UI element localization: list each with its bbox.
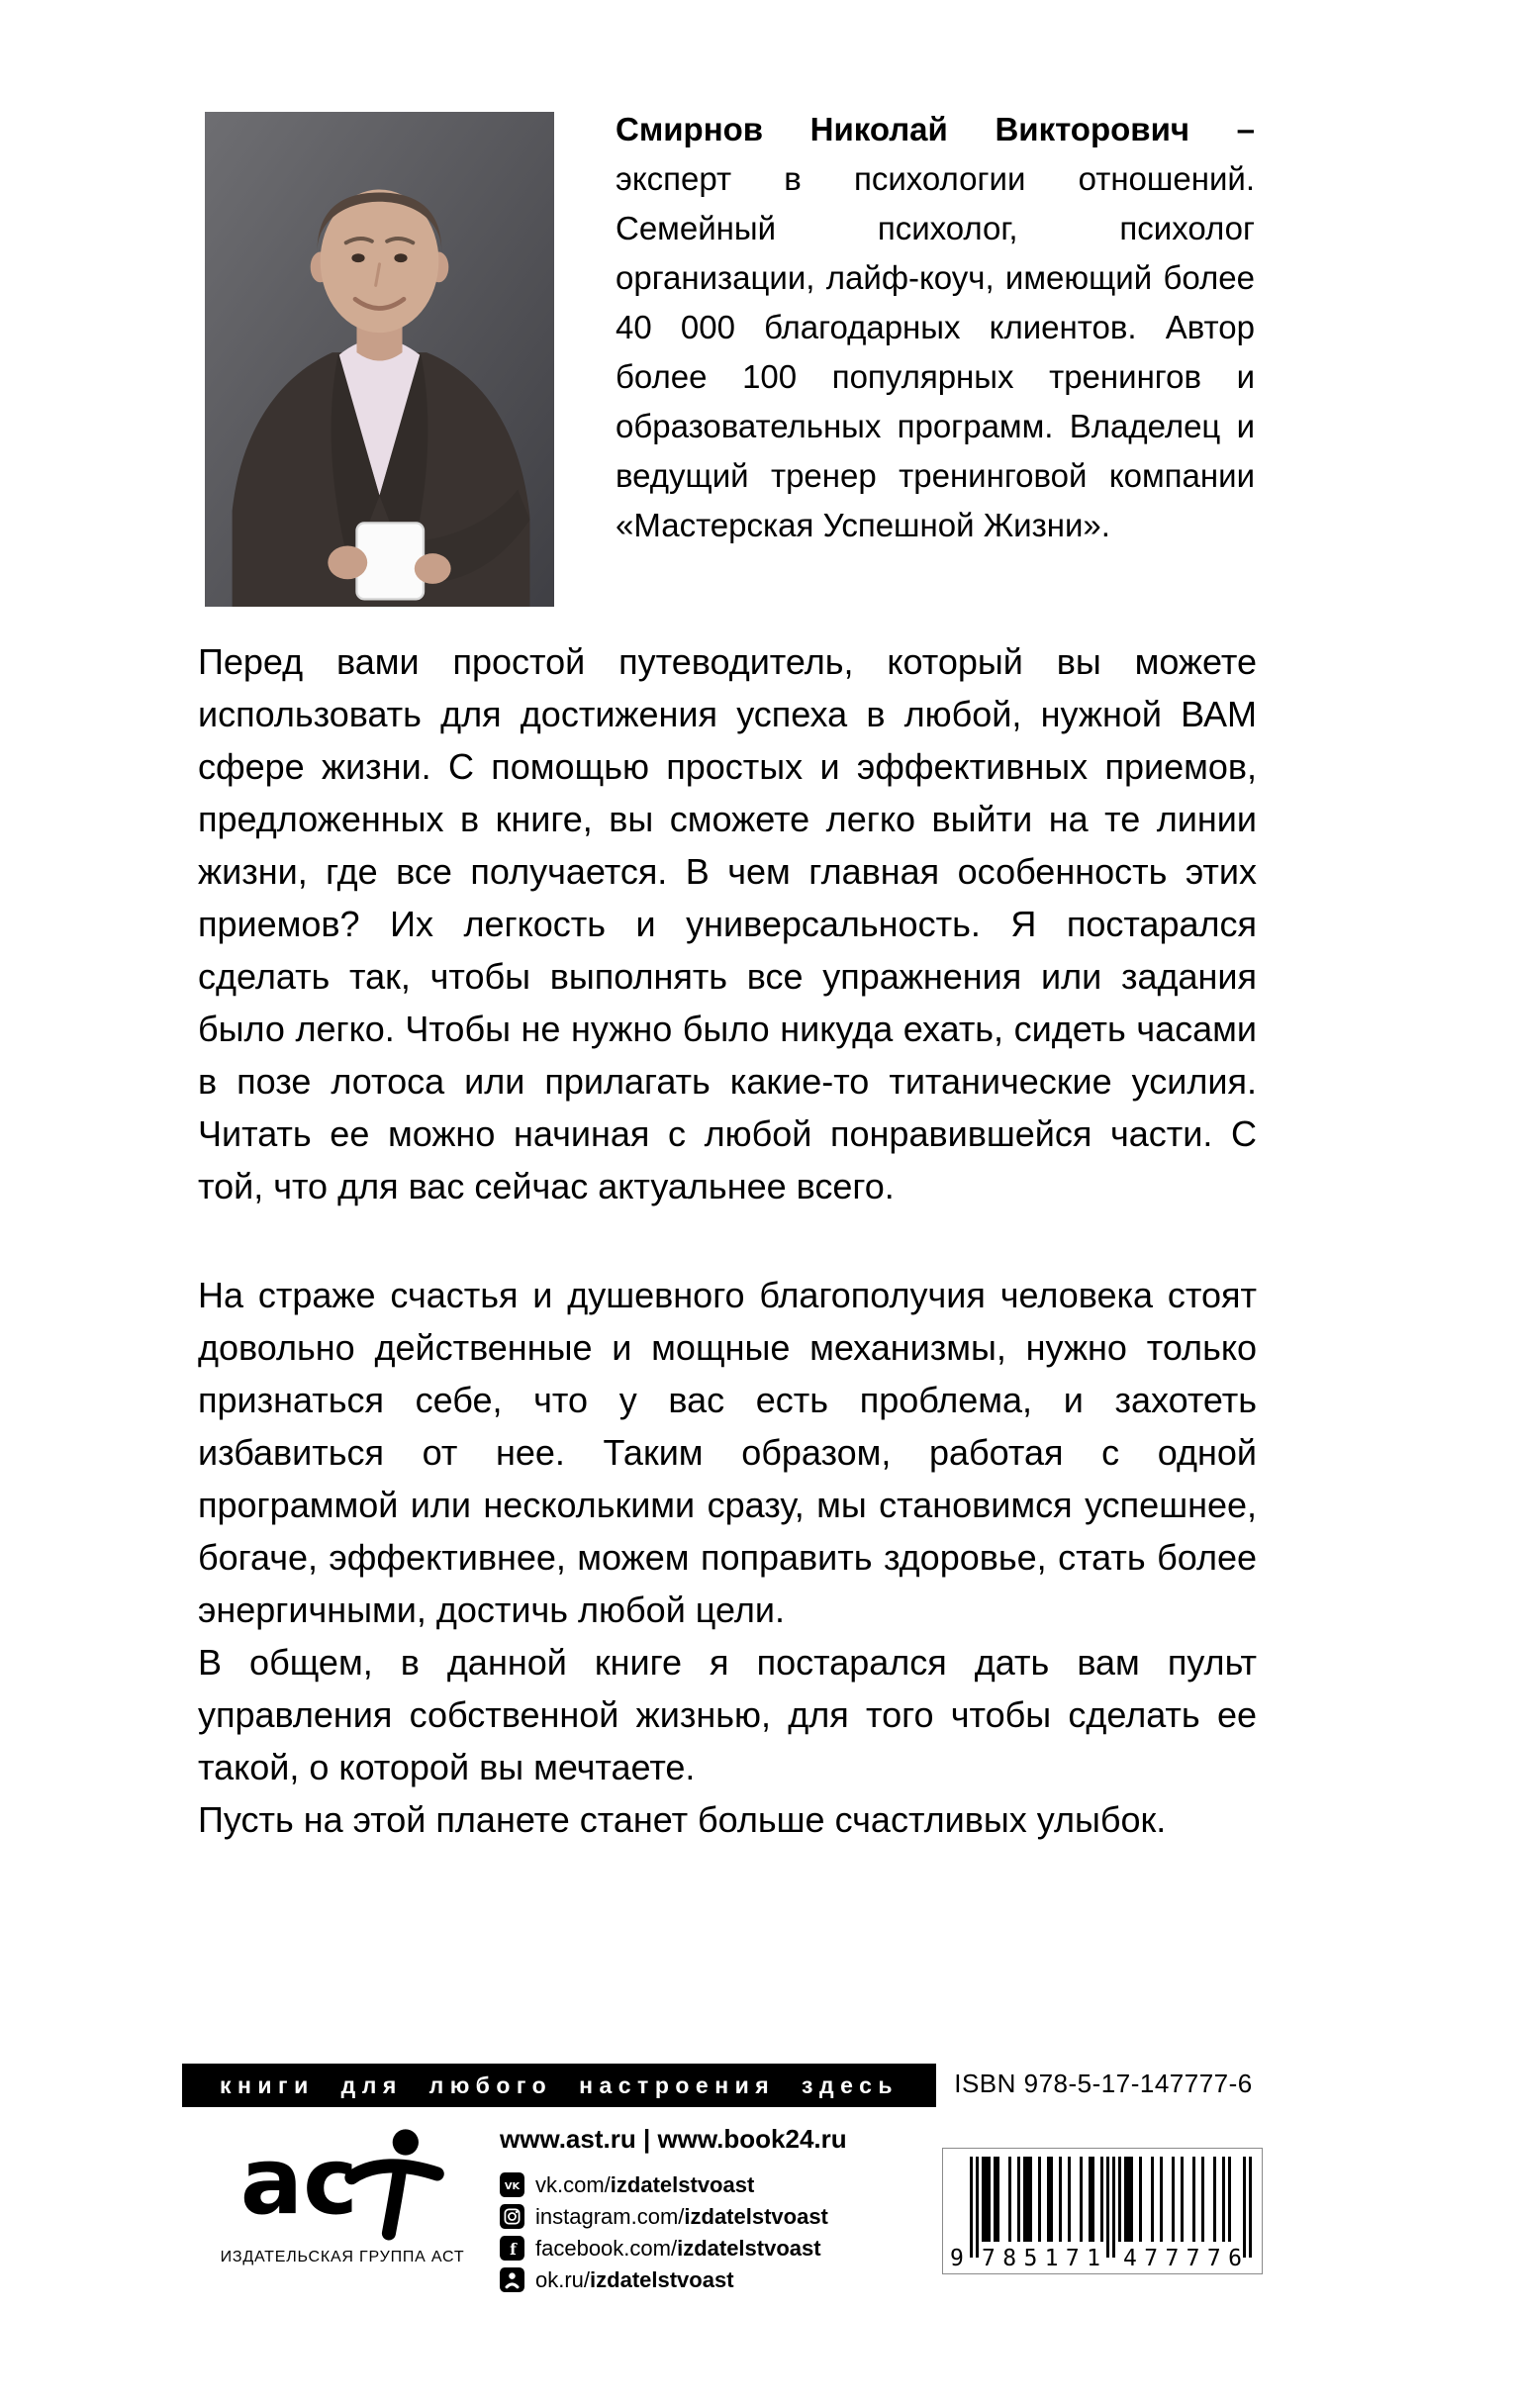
social-url-handle: izdatelstvoast [590,2267,734,2292]
author-photo [205,112,554,607]
social-url-handle: izdatelstvoast [610,2172,755,2197]
publisher-links [500,2124,925,2299]
author-photo-illustration [205,112,554,607]
author-bio [616,105,1255,550]
tagline-text: книги для любого настроения здесь [219,2071,900,2098]
social-url-handle: izdatelstvoast [684,2204,828,2229]
description-paragraph-1: Перед вами простой путеводитель, который вы можете использовать для достижения успеха в любой, нужной ВАМ сфере жизни. С помощью простых и эффективных приемов, предложенных в книге, вы сможете легко выйти на те линии жизни, где все получается. В чем главная особенность этих приемов? Их легкость и универсальность. Я постарался сделать так, чтобы выполнять все упражнения или задания было легко. Чтобы не нужно было никуда ехать, сидеть часами в позе лотоса или прилагать какие-то титанические усилия. Читать ее можно начиная с любой понравившейся части. С той, что для вас сейчас актуальнее всего. [198,641,1257,1206]
social-url-prefix: instagram.com/ [535,2204,685,2229]
publisher-block [216,2120,469,2266]
publisher-caption: ИЗДАТЕЛЬСКАЯ ГРУППА АСТ [220,2249,465,2265]
social-url-prefix: vk.com/ [535,2172,611,2197]
social-link-facebook [500,2236,925,2261]
social-link-vk [500,2172,925,2197]
barcode-digits: 477776 [1123,2246,1242,2269]
barcode-digits: 785171 [982,2246,1100,2269]
isbn-text: ISBN 978-5-17-147777-6 [954,2069,1253,2098]
ast-logo-text: ас [239,2127,358,2236]
social-link-instagram [500,2204,925,2229]
ast-logo [239,2120,445,2241]
barcode-digits: 9 [950,2246,964,2269]
barcode-ean13 [948,2157,1255,2269]
book-description [198,635,1257,1846]
author-name: Смирнов Николай Викторович – [616,111,1255,147]
description-paragraph-2: На страже счастья и душевного благополучия человека стоят довольно действенные и мощные механизмы, нужно только признаться себе, что у вас есть проблема, и захотеть избавиться от нее. Таким образом, работая с одной программой или несколькими сразу, мы становимся успешнее, богаче, эффективнее, можем поправить здоровье, стать более энергичными, достичь любой цели. [198,1275,1257,1630]
instagram-icon [500,2204,524,2229]
description-paragraph-3: В общем, в данной книге я постарался дать вам пульт управления собственной жизнью, для того чтобы сделать ее такой, о которой вы мечтаете. [198,1642,1257,1787]
ok-icon [500,2267,524,2292]
vk-icon [500,2172,524,2197]
barcode [942,2148,1263,2274]
facebook-icon [500,2236,524,2261]
social-url-prefix: ok.ru/ [535,2267,591,2292]
tagline-bar [182,2064,936,2107]
social-link-ok [500,2267,925,2292]
social-url-handle: izdatelstvoast [677,2236,821,2261]
author-bio-text: эксперт в психологии отношений. Семейный психолог, психолог организации, лайф-коуч, имеющий более 40 000 благодарных клиентов. Автор более 100 популярных тренингов и образовательных программ. Владелец и ведущий тренер тренинговой компании «Мастерская Успешной Жизни». [616,160,1255,543]
description-paragraph-4: Пусть на этой планете станет больше счастливых улыбок. [198,1799,1167,1840]
svg-text:f: f [510,2239,517,2259]
websites-line: www.ast.ru | www.book24.ru [500,2124,847,2154]
social-url-prefix: facebook.com/ [535,2236,678,2261]
svg-text:VK: VK [504,2180,521,2192]
